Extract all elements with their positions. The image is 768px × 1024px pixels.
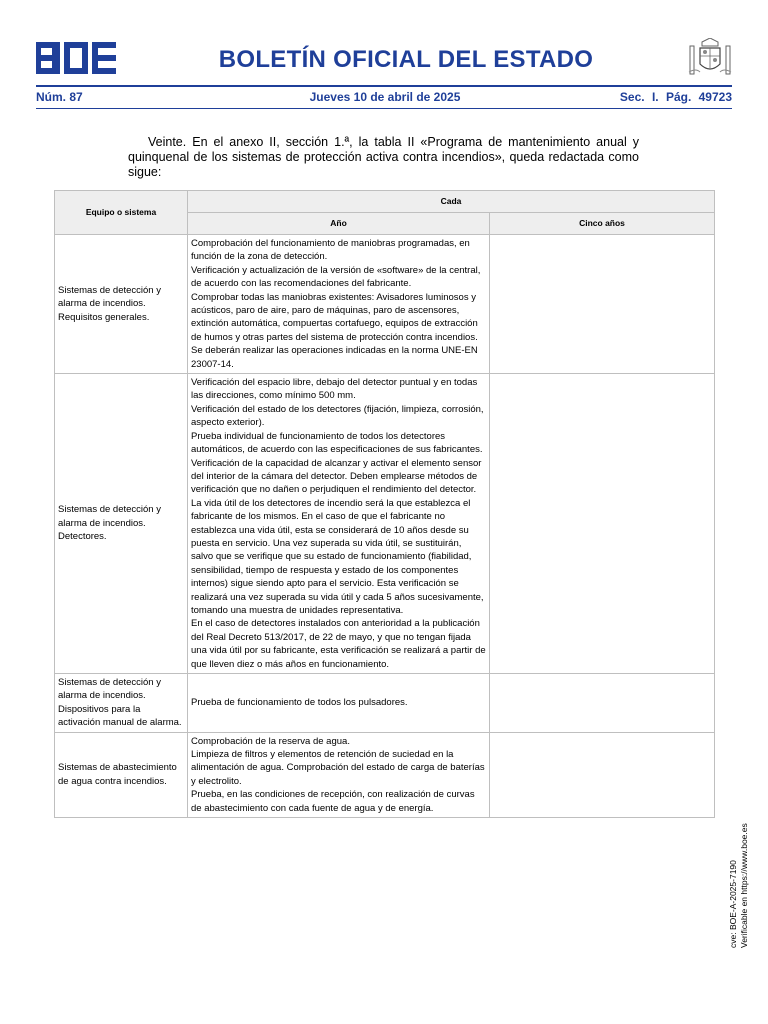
- maintenance-table: [54, 190, 715, 818]
- issue-date: Jueves 10 de abril de 2025: [309, 90, 461, 104]
- year-activities-cell: [188, 732, 490, 817]
- boe-logo: [36, 42, 116, 74]
- activity-item: Comprobación del funcionamiento de maniobras programadas, en función de la zona de detección.: [191, 238, 470, 263]
- verification-link[interactable]: Verificable en https://www.boe.es: [739, 823, 749, 948]
- table-row: [55, 674, 715, 733]
- activity-item: Prueba de funcionamiento de todos los pulsadores.: [191, 697, 408, 709]
- page-header: [36, 38, 732, 86]
- activity-item: Verificación del espacio libre, debajo del detector puntual y en todas las direcciones, como mínimo 500 mm.: [191, 377, 478, 402]
- year-activities-cell: [188, 374, 490, 674]
- activity-item: Verificación y actualización de la versión de «software» de la central, de acuerdo con las recomendaciones del fabricante.: [191, 264, 481, 290]
- issue-number: Núm. 87: [36, 90, 83, 104]
- five-years-cell: [490, 235, 715, 374]
- system-cell: Sistemas de detección y alarma de incendios. Requisitos generales.: [55, 235, 188, 374]
- coat-of-arms-icon: [688, 38, 732, 78]
- year-activities-cell: [188, 674, 490, 733]
- five-years-cell: [490, 732, 715, 817]
- column-header-five-years: Cinco años: [490, 213, 715, 235]
- system-cell: Sistemas de detección y alarma de incendios. Detectores.: [55, 374, 188, 674]
- activity-item: Verificación de la capacidad de alcanzar y activar el elemento sensor del interior de la cámara del detector. Deben emplearse métodos de verificación que no dañen o perjudiquen el rendimiento del detector.: [191, 457, 482, 496]
- activity-item: En el caso de detectores instalados con anterioridad a la publicación del Real Decreto 513/2017, de 22 de mayo, y que no tengan fijada una vida útil por su fabricante, esta verificación se realizará a partir de que lleven diez o más años en funcionamiento.: [191, 618, 486, 670]
- activity-item: Se deberán realizar las operaciones indicadas en la norma UNE-EN 23007-14.: [191, 345, 478, 370]
- activity-item: Comprobar todas las maniobras existentes: Avisadores luminosos y acústicos, paro de aire, paro de máquinas, paro de ascensores, extinción automática, compuertas cortafuego, equipos de extracción de humos y otras partes del sistema de protección contra incendios.: [191, 291, 478, 343]
- meta-rule: [36, 108, 732, 109]
- system-cell: Sistemas de abastecimiento de agua contra incendios.: [55, 732, 188, 817]
- column-header-year: Año: [188, 213, 490, 235]
- activity-item: Limpieza de filtros y elementos de retención de suciedad en la alimentación de agua. Comprobación del estado de carga de baterías y electrolito.: [191, 749, 485, 787]
- column-header-every: Cada: [188, 191, 715, 213]
- system-cell: Sistemas de detección y alarma de incendios. Dispositivos para la activación manual de alarma.: [55, 674, 188, 733]
- year-activities-cell: [188, 235, 490, 374]
- five-years-cell: [490, 374, 715, 674]
- verification-note: [728, 823, 750, 948]
- intro-paragraph: Veinte. En el anexo II, sección 1.ª, la tabla II «Programa de mantenimiento anual y quinquenal de los sistemas de protección activa contra incendios», queda redactada como sigue:: [128, 135, 639, 179]
- activity-item: Prueba individual de funcionamiento de todos los detectores automáticos, de acuerdo con las especificaciones de sus fabricantes.: [191, 430, 483, 456]
- table-row: [55, 732, 715, 817]
- activity-item: Comprobación de la reserva de agua.: [191, 735, 350, 747]
- five-years-cell: [490, 674, 715, 733]
- section-page: Sec. I. Pág. 49723: [619, 90, 732, 104]
- activity-item: Verificación del estado de los detectores (fijación, limpieza, corrosión, aspecto exterior).: [191, 403, 484, 429]
- cve-code: cve: BOE-A-2025-7190: [728, 860, 738, 948]
- header-rule: [36, 85, 732, 87]
- column-header-equipment: Equipo o sistema: [55, 191, 188, 235]
- table-row: [55, 235, 715, 374]
- activity-item: Prueba, en las condiciones de recepción, con realización de curvas de abastecimiento con cada fuente de agua y de energía.: [191, 789, 475, 814]
- table-row: [55, 374, 715, 674]
- activity-item: La vida útil de los detectores de incendio será la que establezca el fabricante de los mismos. En el caso de que el fabricante no establezca una vida útil, esta se considerará de 10 años desde su puesta en servicio. Una vez superada su vida útil, se sustituirán, salvo que se verifique que su estado de funcionamiento (fiabilidad, sensibilidad, tiempo de respuesta y estado de los componentes internos) sigue siendo apto para el servicio. Esta verificación se realizará una vez superada su vida útil y cada 5 años sucesivamente, tomando una muestra de unidades representativa.: [191, 497, 484, 616]
- header-title: BOLETÍN OFICIAL DEL ESTADO: [218, 46, 594, 73]
